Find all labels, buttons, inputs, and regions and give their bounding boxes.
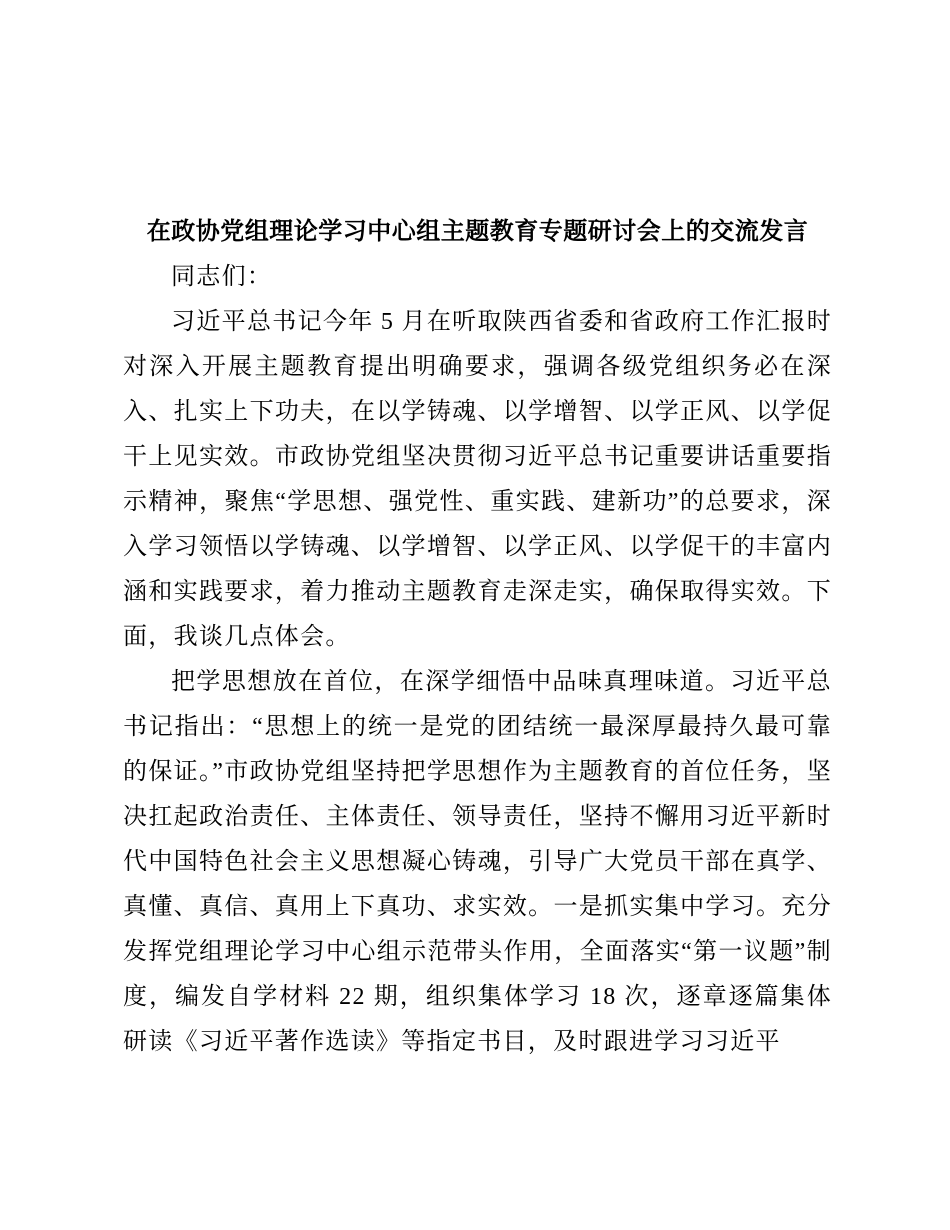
document-title: 在政协党组理论学习中心组主题教育专题研讨会上的交流发言	[146, 219, 809, 245]
body-paragraph-2: 把学思想放在首位，在深学细悟中品味真理味道。习近平总书记指出：“思想上的统一是党的团结统一最深厚最持久最可靠的保证。”市政协党组坚持把学思想作为主题教育的首位任务，坚决扛起政治责任、主体责任、领导责任，坚持不懈用习近平新时代中国特色社会主义思想凝心铸魂，引导广大党员干部在真学、真懂、真信、真用上下真功、求实效。一是抓实集中学习。充分发挥党组理论学习中心组示范带头作用，全面落实“第一议题”制度，编发自学材料 22 期，组织集体学习 18 次，逐章逐篇集体研读《习近平著作选读》等指定书目，及时跟进学习习近平	[123, 669, 832, 1055]
salutation-line: 同志们：	[171, 264, 273, 290]
body-paragraph-1: 习近平总书记今年 5 月在听取陕西省委和省政府工作汇报时对深入开展主题教育提出明确要求，强调各级党组织务必在深入、扎实上下功夫，在以学铸魂、以学增智、以学正风、以学促干上见实效。市政协党组坚决贯彻习近平总书记重要讲话重要指示精神，聚焦“学思想、强党性、重实践、建新功”的总要求，深入学习领悟以学铸魂、以学增智、以学正风、以学促干的丰富内涵和实践要求，着力推动主题教育走深走实，确保取得实效。下面，我谈几点体会。	[123, 309, 832, 650]
